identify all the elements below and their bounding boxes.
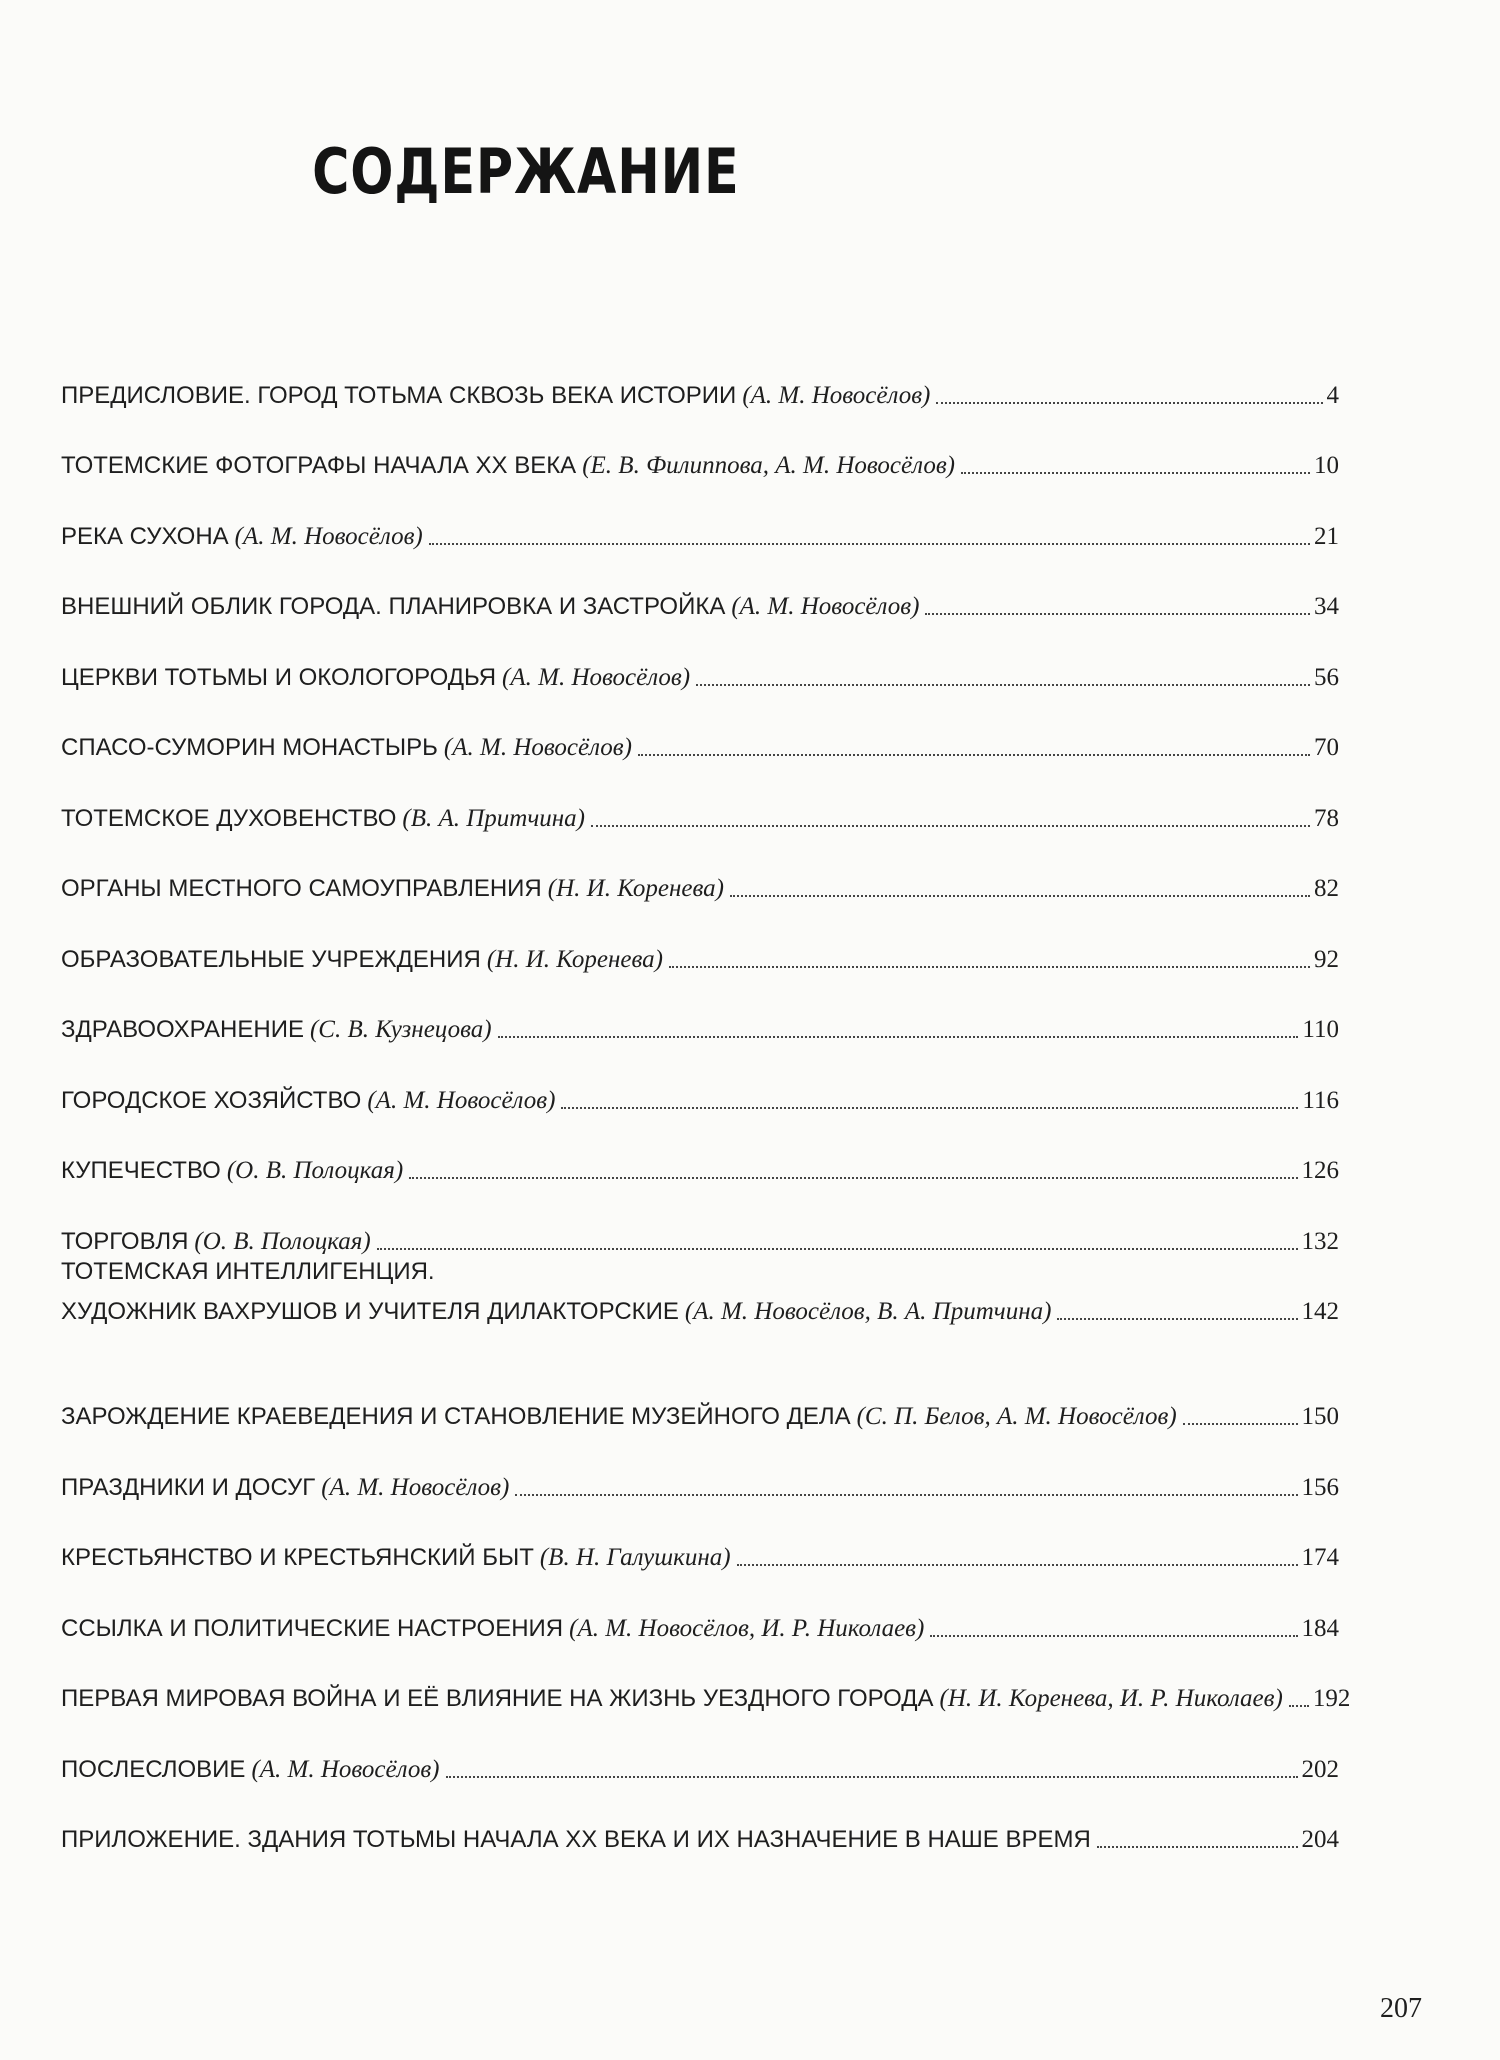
toc-entry[interactable] [61, 693, 1339, 764]
toc-entry-author: (А. М. Новосёлов, И. Р. Николаев) [569, 1614, 925, 1642]
toc-entry[interactable] [61, 975, 1339, 1046]
dot-leader [561, 1107, 1298, 1109]
toc-entry-title: КУПЕЧЕСТВО [61, 1157, 221, 1184]
toc-entry[interactable] [61, 1573, 1339, 1644]
toc-entry-page: 132 [1301, 1227, 1339, 1255]
toc-entry-author: (А. М. Новосёлов) [251, 1755, 440, 1783]
toc-entry-page: 142 [1301, 1297, 1339, 1325]
dot-leader [409, 1177, 1297, 1179]
dot-leader [1183, 1423, 1298, 1425]
dot-leader [638, 754, 1310, 756]
toc-entry-page: 156 [1301, 1473, 1339, 1501]
toc-entry[interactable] [61, 1257, 1339, 1362]
toc-entry-author: (В. А. Притчина) [402, 804, 586, 832]
toc-entry[interactable] [61, 552, 1339, 623]
dot-leader [498, 1036, 1299, 1038]
dot-leader [936, 402, 1322, 404]
toc-entry-author: (А. М. Новосёлов) [731, 593, 920, 620]
toc-entry-page: 92 [1314, 945, 1339, 973]
toc-entry-title-line1: ТОТЕМСКАЯ ИНТЕЛЛИГЕНЦИЯ. [61, 1257, 435, 1285]
toc-entry-title: ЗАРОЖДЕНИЕ КРАЕВЕДЕНИЯ И СТАНОВЛЕНИЕ МУЗЕЙНОГО ДЕЛА [61, 1403, 851, 1430]
toc-entry-author: (А. М. Новосёлов) [367, 1086, 556, 1114]
toc-entry-title: ОРГАНЫ МЕСТНОГО САМОУПРАВЛЕНИЯ [61, 875, 542, 902]
dot-leader [730, 895, 1310, 897]
toc-entry[interactable] [61, 622, 1339, 693]
table-of-contents [61, 340, 1351, 1855]
toc-entry-title: ТОТЕМСКОЕ ДУХОВЕНСТВО [61, 804, 397, 832]
toc-entry[interactable] [61, 340, 1339, 411]
dot-leader [696, 684, 1310, 686]
toc-entry-page: 21 [1314, 522, 1339, 550]
toc-entry-author: (Н. И. Коренева) [547, 875, 724, 902]
dot-leader [446, 1776, 1298, 1778]
dot-leader [1097, 1846, 1298, 1848]
toc-entry[interactable] [61, 1045, 1339, 1116]
toc-entry-title: ОБРАЗОВАТЕЛЬНЫЕ УЧРЕЖДЕНИЯ [61, 945, 481, 973]
toc-group-before [61, 340, 1339, 1257]
toc-entry-author: (А. М. Новосёлов) [502, 663, 691, 691]
dot-leader [591, 825, 1310, 827]
toc-entry-page: 150 [1301, 1403, 1339, 1430]
toc-entry-title: СПАСО-СУМОРИН МОНАСТЫРЬ [61, 734, 438, 761]
toc-entry-page: 56 [1314, 663, 1339, 691]
toc-entry-page: 116 [1302, 1086, 1339, 1114]
dot-leader [669, 966, 1310, 968]
toc-entry-title: ЦЕРКВИ ТОТЬМЫ И ОКОЛОГОРОДЬЯ [61, 663, 497, 691]
toc-entry-author: (Н. И. Коренева, И. Р. Николаев) [939, 1685, 1283, 1712]
toc-entry-author: (А. М. Новосёлов) [443, 734, 632, 761]
toc-entry-page: 4 [1326, 381, 1339, 409]
toc-entry-title: ВНЕШНИЙ ОБЛИК ГОРОДА. ПЛАНИРОВКА И ЗАСТРОЙКА [61, 593, 726, 620]
toc-entry-title: ПРИЛОЖЕНИЕ. ЗДАНИЯ ТОТЬМЫ НАЧАЛА XX ВЕКА И ИХ НАЗНАЧЕНИЕ В НАШЕ ВРЕМЯ [61, 1826, 1091, 1853]
toc-entry-author: (А. М. Новосёлов, В. А. Притчина) [684, 1297, 1052, 1325]
toc-entry-author: (О. В. Полоцкая) [226, 1157, 404, 1184]
toc-group-after [61, 1362, 1351, 1856]
toc-entry[interactable] [61, 1503, 1339, 1574]
dot-leader [515, 1494, 1297, 1496]
dot-leader [1057, 1318, 1297, 1320]
toc-entry[interactable] [61, 411, 1339, 482]
dot-leader [429, 543, 1310, 545]
toc-entry-page: 110 [1302, 1016, 1339, 1043]
toc-entry-page: 192 [1312, 1685, 1351, 1712]
toc-entry-page: 34 [1314, 593, 1339, 620]
dot-leader [377, 1248, 1298, 1250]
toc-entry-title: КРЕСТЬЯНСТВО И КРЕСТЬЯНСКИЙ БЫТ [61, 1544, 534, 1571]
toc-entry-title: ПЕРВАЯ МИРОВАЯ ВОЙНА И ЕЁ ВЛИЯНИЕ НА ЖИЗНЬ УЕЗДНОГО ГОРОДА [61, 1685, 934, 1712]
toc-entry[interactable] [61, 1714, 1339, 1785]
toc-entry-title: ПРАЗДНИКИ И ДОСУГ [61, 1473, 316, 1501]
toc-entry-title: ТОТЕМСКИЕ ФОТОГРАФЫ НАЧАЛА XX ВЕКА [61, 452, 577, 479]
toc-entry-page: 204 [1301, 1826, 1339, 1853]
dot-leader [1289, 1705, 1309, 1707]
toc-entry[interactable] [61, 1186, 1339, 1257]
toc-entry-page: 78 [1314, 804, 1339, 832]
toc-entry-title: ПРЕДИСЛОВИЕ. ГОРОД ТОТЬМА СКВОЗЬ ВЕКА ИСТОРИИ [61, 381, 737, 409]
toc-entry-title: ТОРГОВЛЯ [61, 1227, 189, 1255]
toc-entry-author: (А. М. Новосёлов) [321, 1473, 510, 1501]
dot-leader [961, 472, 1310, 474]
toc-entry[interactable] [61, 1644, 1351, 1715]
toc-entry-title: РЕКА СУХОНА [61, 522, 229, 550]
dot-leader [737, 1564, 1298, 1566]
toc-entry-title: ЗДРАВООХРАНЕНИЕ [61, 1016, 304, 1043]
toc-entry-title: ПОСЛЕСЛОВИЕ [61, 1755, 246, 1783]
toc-entry[interactable] [61, 1432, 1339, 1503]
toc-entry[interactable] [61, 1785, 1339, 1856]
toc-entry[interactable] [61, 1116, 1339, 1187]
toc-entry[interactable] [61, 834, 1339, 905]
page-title: СОДЕРЖАНИЕ [312, 135, 740, 208]
toc-entry-author: (Е. В. Филиппова, А. М. Новосёлов) [582, 452, 956, 479]
toc-entry[interactable] [61, 904, 1339, 975]
toc-entry-page: 174 [1301, 1544, 1339, 1571]
toc-entry[interactable] [61, 481, 1339, 552]
toc-entry-page: 126 [1301, 1157, 1339, 1184]
toc-entry-author: (А. М. Новосёлов) [234, 522, 423, 550]
toc-entry-page: 70 [1314, 734, 1339, 761]
toc-entry[interactable] [61, 763, 1339, 834]
dot-leader [925, 613, 1310, 615]
toc-entry-author: (Н. И. Коренева) [486, 945, 663, 973]
page-number: 207 [1380, 1993, 1422, 2024]
toc-entry-author: (А. М. Новосёлов) [742, 381, 931, 409]
toc-entry-title: ХУДОЖНИК ВАХРУШОВ И УЧИТЕЛЯ ДИЛАКТОРСКИЕ [61, 1297, 679, 1325]
toc-entry-title: ССЫЛКА И ПОЛИТИЧЕСКИЕ НАСТРОЕНИЯ [61, 1614, 564, 1642]
toc-entry-author: (С. В. Кузнецова) [309, 1016, 492, 1043]
toc-entry-page: 10 [1314, 452, 1339, 479]
toc-entry[interactable] [61, 1362, 1339, 1433]
toc-entry-author: (С. П. Белов, А. М. Новосёлов) [856, 1403, 1177, 1430]
toc-entry-page: 184 [1301, 1614, 1339, 1642]
toc-entry-page: 82 [1314, 875, 1339, 902]
dot-leader [930, 1635, 1297, 1637]
toc-entry-author: (О. В. Полоцкая) [194, 1227, 371, 1255]
toc-entry-author: (В. Н. Галушкина) [539, 1544, 731, 1571]
toc-entry-page: 202 [1301, 1755, 1339, 1783]
toc-entry-title: ГОРОДСКОЕ ХОЗЯЙСТВО [61, 1086, 362, 1114]
